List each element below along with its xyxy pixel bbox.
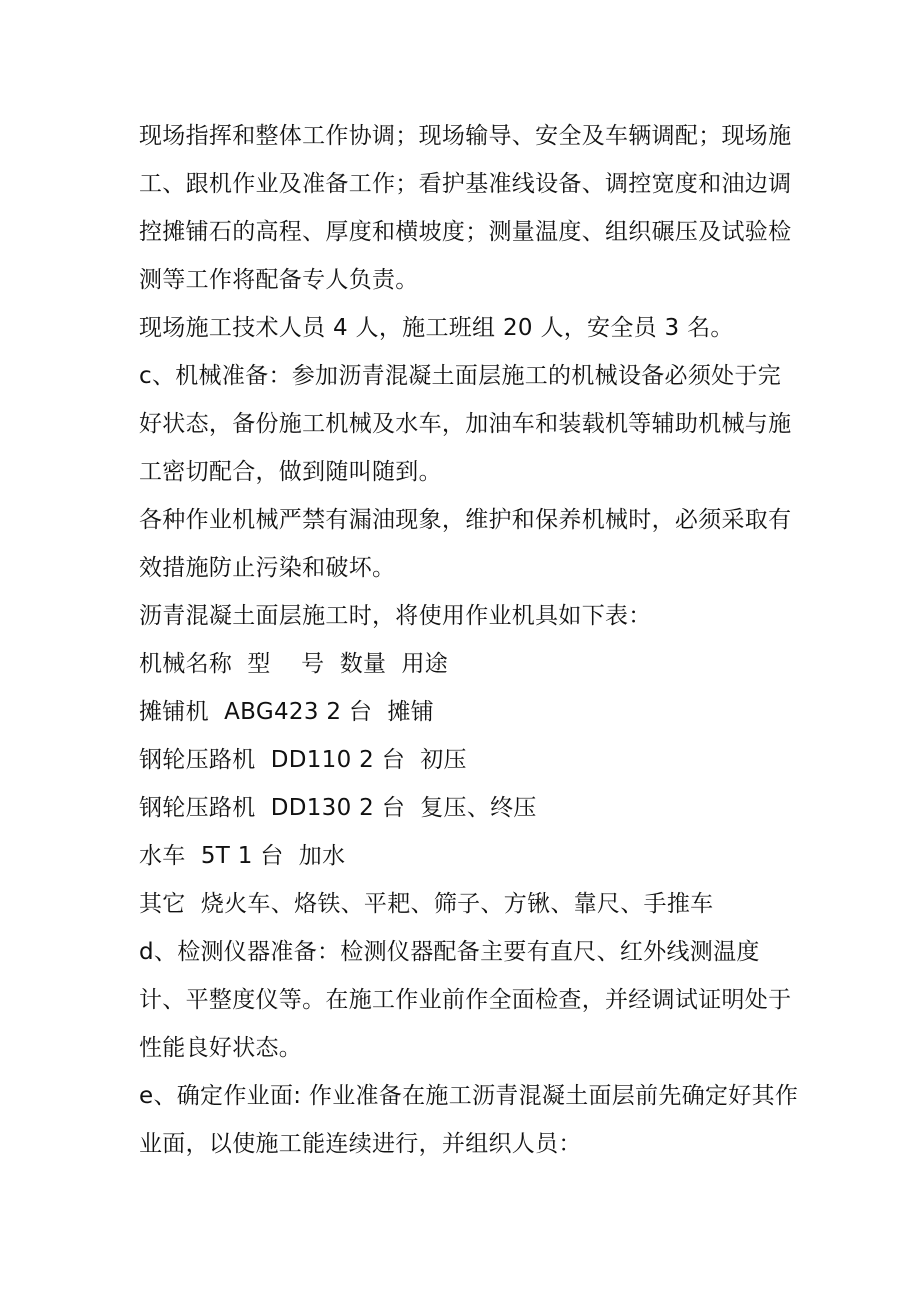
equipment-table-row: 钢轮压路机 DD130 2 台 复压、终压 [139,795,537,821]
equipment-table-row: 其它 烧火车、烙铁、平耙、筛子、方锹、靠尺、手推车 [139,891,714,917]
equipment-table-row: 水车 5T 1 台 加水 [139,843,346,869]
paragraph-machinery-prep: c、机械准备：参加沥青混凝土面层施工的机械设备必须处于完好状态，备份施工机械及水车，加油车和装载机等辅助机械与施工密切配合，做到随叫随到。 [139,363,792,485]
equipment-table-row: 摊铺机 ABG423 2 台 摊铺 [139,699,435,725]
equipment-table-header: 机械名称 型 号 数量 用途 [139,651,449,677]
paragraph-instrument-prep: d、检测仪器准备：检测仪器配备主要有直尺、红外线测温度计、平整度仪等。在施工作业前作全面检查，并经调试证明处于性能良好状态。 [139,939,792,1061]
paragraph-equipment-intro: 沥青混凝土面层施工时，将使用作业机具如下表： [139,603,652,629]
equipment-table [139,640,799,928]
paragraph-staffing: 现场施工技术人员 4 人，施工班组 20 人，安全员 3 名。 [139,315,734,341]
paragraph-site-command: 现场指挥和整体工作协调；现场输导、安全及车辆调配；现场施工、跟机作业及准备工作；看护基准线设备、调控宽度和油边调控摊铺石的高程、厚度和横坡度；测量温度、组织碾压及试验检测等工作将配备专人负责。 [139,123,792,293]
paragraph-oil-leak-rule: 各种作业机械严禁有漏油现象，维护和保养机械时，必须采取有效措施防止污染和破坏。 [139,507,792,581]
document-body [139,112,799,1168]
paragraph-work-surface: e、确定作业面: 作业准备在施工沥青混凝土面层前先确定好其作业面，以使施工能连续进行，并组织人员： [139,1083,799,1157]
equipment-table-row: 钢轮压路机 DD110 2 台 初压 [139,747,467,773]
